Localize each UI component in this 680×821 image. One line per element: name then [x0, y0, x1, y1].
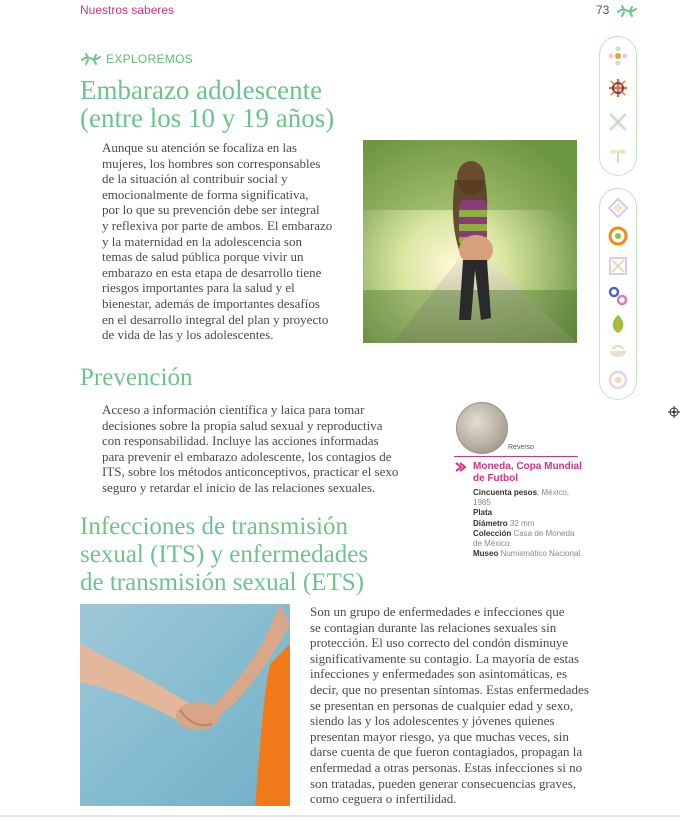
- text-line: para prevenir el embarazo adolescente, los contagios de: [102, 448, 392, 464]
- lizard-icon: [80, 52, 102, 66]
- circle-emblem-icon[interactable]: [607, 369, 629, 391]
- hourglass-emblem-icon[interactable]: [607, 255, 629, 277]
- section-tag: [80, 52, 193, 66]
- text-line: como ceguera o infertilidad.: [310, 791, 457, 807]
- text-line: bienestar, además de importantes desafíos: [102, 295, 320, 311]
- coin-museum: [473, 549, 585, 559]
- text-line: infecciones y enfermedades son asintomáticas, es: [310, 666, 568, 682]
- text-line: se contagian durante las relaciones sexuales sin: [310, 619, 557, 635]
- text-line: con responsabilidad. Incluye las acciones informadas: [102, 433, 379, 449]
- sprout-emblem-icon[interactable]: [607, 143, 629, 165]
- article-body-prevencion: [102, 402, 442, 496]
- coin-image: [456, 402, 508, 454]
- text-line: por lo que su prevención debe ser integral: [102, 202, 320, 218]
- title-line: de transmisión sexual (ETS): [80, 569, 364, 596]
- spiral-emblem-icon[interactable]: [607, 225, 629, 247]
- value: 32 mm: [507, 518, 535, 528]
- text-line: mujeres, los hombres son corresponsables: [102, 155, 321, 171]
- label: Museo: [473, 549, 499, 559]
- label: Cincuenta pesos: [473, 488, 538, 497]
- article-title-prevencion: Prevención: [80, 364, 193, 391]
- title-line: (entre los 10 y 19 años): [80, 103, 335, 133]
- text-line: presentan mayor riesgo, ya que muchas veces, sin: [310, 728, 569, 744]
- text-line: siendo las y los adolescentes y jóvenes quienes: [310, 713, 555, 729]
- value: Numismático Nacional.: [498, 549, 583, 559]
- holding-hands-photo: [80, 604, 290, 806]
- text-line: Son un grupo de enfermedades e infecciones que: [310, 604, 565, 619]
- flower-emblem-icon[interactable]: [607, 45, 629, 67]
- article-body-its: [310, 604, 624, 807]
- title-line: Embarazo adolescente: [80, 75, 323, 105]
- page-number: 73: [596, 3, 610, 17]
- book-section-title: Nuestros saberes: [80, 3, 175, 17]
- diamond-emblem-icon[interactable]: [607, 197, 629, 219]
- text-line: Acceso a información científica y laica para tomar: [102, 402, 365, 417]
- article-body-embarazo: [102, 140, 358, 343]
- text-line: de vida de las y los adolescentes.: [102, 327, 274, 343]
- text-line: son tratadas, pueden generar consecuencias graves,: [310, 775, 577, 791]
- label: Plata: [473, 508, 493, 518]
- coin-caption: Reverso: [508, 444, 535, 451]
- chevron-right-icon: [454, 461, 466, 473]
- text-line: riesgos importantes para la salud y el: [102, 280, 295, 296]
- text-line: decir, que no presentan síntomas. Estas enfermedades: [310, 681, 589, 697]
- text-line: en el desarrollo integral del plan y proyecto: [102, 311, 329, 327]
- text-line: de la situación al contribuir social y: [102, 171, 288, 187]
- article-title-its: [80, 513, 420, 597]
- text-line: y reflexiva por parte de ambos. El embarazo: [102, 217, 333, 233]
- lizard-icon: [616, 3, 638, 19]
- bowl-emblem-icon[interactable]: [607, 341, 629, 363]
- text-line: protección. El uso correcto del condón disminuye: [310, 635, 569, 651]
- text-line: emocionalmente de forma significativa,: [102, 186, 309, 202]
- coin-divider: [454, 456, 578, 457]
- label: Colección: [473, 528, 512, 538]
- text-line: enfermedad a otras personas. Estas infecciones si no: [310, 759, 583, 775]
- value: , México, 1985: [473, 488, 570, 508]
- coin-diameter: [473, 519, 585, 529]
- coin-denomination: [473, 488, 585, 508]
- text-line: y la maternidad en la adolescencia son: [102, 233, 302, 249]
- label: Diámetro: [473, 518, 508, 528]
- weave-emblem-icon[interactable]: [607, 111, 629, 133]
- text-line: Aunque su atención se focaliza en las: [102, 140, 297, 155]
- leaf-emblem-icon[interactable]: [607, 313, 629, 335]
- title-line: Infecciones de transmisión: [80, 513, 348, 540]
- coin-material: [473, 508, 585, 518]
- sidebar-emblems-group-2: [599, 188, 637, 400]
- article-title-embarazo: [80, 76, 380, 132]
- coin-title: Moneda, Copa Mundial de Futbol: [473, 461, 582, 484]
- text-line: significativamente su contagio. La mayoría de estas: [310, 650, 579, 666]
- text-line: decisiones sobre la propia salud sexual y reproductiva: [102, 417, 383, 433]
- chain-emblem-icon[interactable]: [607, 285, 629, 307]
- page-bottom-rule: [0, 815, 680, 817]
- pregnant-woman-photo: [363, 140, 577, 343]
- text-line: temas de salud pública porque vivir un: [102, 249, 304, 265]
- crosshair-icon: [668, 406, 680, 418]
- section-tag-label: EXPLOREMOS: [106, 52, 194, 66]
- text-line: seguro y retardar el inicio de las relaciones sexuales.: [102, 479, 376, 495]
- sidebar-emblems-group-1: [599, 36, 637, 176]
- value: Casa de Moneda de México.: [473, 528, 575, 549]
- text-line: se presentan en personas de cualquier edad y sexo,: [310, 697, 574, 713]
- coin-details: [473, 488, 585, 559]
- text-line: darse cuenta de que fueron contagiados, propagan la: [310, 744, 583, 760]
- sun-emblem-icon[interactable]: [607, 77, 629, 99]
- coin-collection: [473, 529, 585, 549]
- text-line: embarazo en esta etapa de desarrollo tiene: [102, 264, 322, 280]
- text-line: ITS, sobre los métodos anticonceptivos, practicar el sexo: [102, 464, 399, 480]
- title-line: sexual (ITS) y enfermedades: [80, 541, 369, 568]
